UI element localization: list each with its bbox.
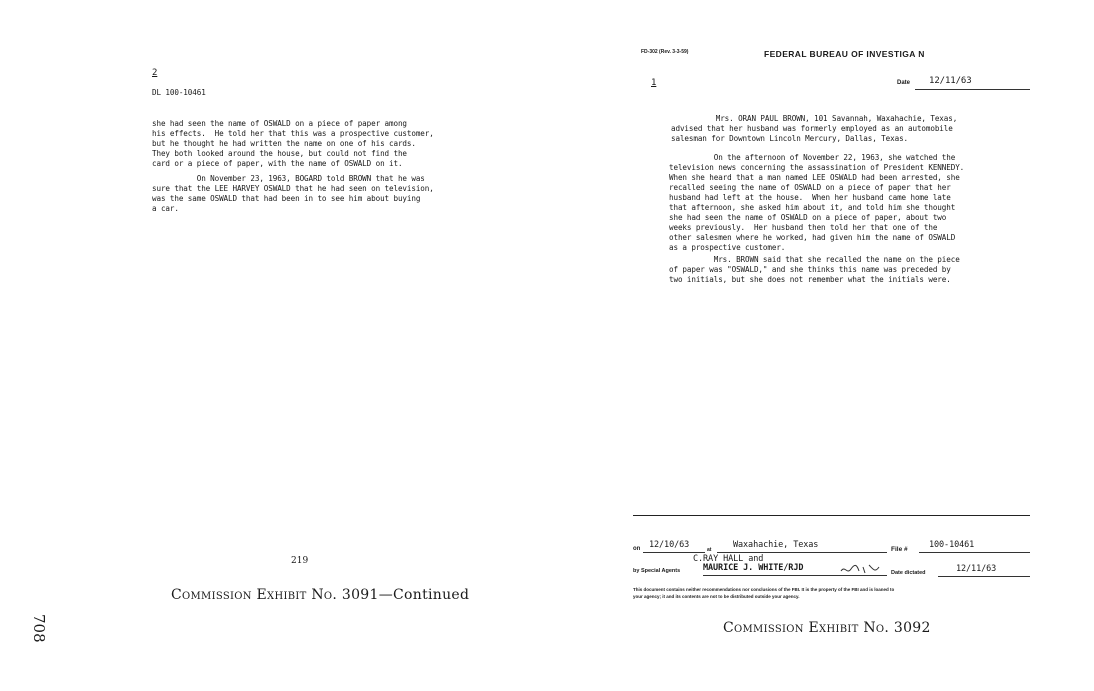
agents-value: MAURICE J. WHITE/RJD <box>703 563 804 573</box>
agents-label: by Special Agents <box>633 568 681 574</box>
right-exhibit-caption <box>723 620 931 636</box>
on-value: 12/10/63 <box>649 540 690 550</box>
date-label: Date <box>897 80 911 86</box>
text-line: two initials, but she does not remember what the initials were. <box>669 275 951 284</box>
agency-header: FEDERAL BUREAU OF INVESTIGA N <box>764 49 925 59</box>
left-exhibit-caption <box>171 587 469 603</box>
text-line: as a prospective customer. <box>669 243 786 252</box>
text-line: other salesmen where he worked, had given him the name of OSWALD <box>669 233 956 242</box>
exhibit-caption-number: 3092 <box>893 620 931 636</box>
file-field <box>919 540 1030 553</box>
on-field <box>643 540 705 553</box>
footer-divider <box>633 515 1030 516</box>
disclaimer-line-1: This document contains neither recommendations nor conclusions of the FBI. It is the property of the FBI and is loaned to <box>633 587 895 592</box>
at-field <box>717 540 887 553</box>
at-label: at <box>707 547 712 553</box>
date-field <box>915 76 1030 90</box>
left-paragraph-2 <box>152 174 434 214</box>
text-line: salesman for Downtown Lincoln Mercury, Dallas, Texas. <box>671 134 909 143</box>
text-line: of paper was "OSWALD," and she thinks this name was preceded by <box>669 265 951 274</box>
at-value: Waxahachie, Texas <box>733 540 819 550</box>
text-line: she had seen the name of OSWALD on a piece of paper among <box>152 119 407 128</box>
handwritten-initials-icon <box>839 561 887 577</box>
text-line: his effects. He told her that this was a prospective customer, <box>152 129 434 138</box>
exhibit-caption-number: 3091—Continued <box>341 587 470 603</box>
date-value: 12/11/63 <box>929 76 972 86</box>
text-line: husband had left at the house. When her husband came home late <box>669 193 951 202</box>
text-line: card or a piece of paper, with the name of OSWALD on it. <box>152 159 403 168</box>
text-line: recalled seeing the name of OSWALD on a piece of paper that her <box>669 183 951 192</box>
right-page-marker: 1 <box>651 78 657 88</box>
left-paragraph-1 <box>152 119 434 169</box>
date-dictated-label: Date dictated <box>891 570 926 576</box>
agents-field <box>703 563 887 576</box>
text-line: Mrs. BROWN said that she recalled the name on the piece <box>669 255 960 264</box>
text-line: When she heard that a man named LEE OSWALD had been arrested, she <box>669 173 960 182</box>
left-file-reference: DL 100-10461 <box>152 88 206 97</box>
text-line: but he thought he had written the name on one of his cards. <box>152 139 416 148</box>
text-line: she had seen the name of OSWALD on a piece of paper, about two <box>669 213 947 222</box>
text-line: sure that the LEE HARVEY OSWALD that he had seen on television, <box>152 184 434 193</box>
text-line: advised that her husband was formerly employed as an automobile <box>671 124 953 133</box>
exhibit-caption-prefix: Commission Exhibit No. <box>723 620 894 636</box>
date-dictated-field <box>938 563 1030 577</box>
disclaimer-line-2: your agency; it and its contents are not to be distributed outside your agency. <box>633 594 800 599</box>
exhibit-caption-prefix: Commission Exhibit No. <box>171 587 342 603</box>
right-paragraph-3 <box>669 255 960 285</box>
text-line: On the afternoon of November 22, 1963, she watched the <box>669 153 956 162</box>
file-label: File # <box>891 546 908 553</box>
text-line: a car. <box>152 204 179 213</box>
text-line: On November 23, 1963, BOGARD told BROWN that he was <box>152 174 425 183</box>
text-line: Mrs. ORAN PAUL BROWN, 101 Savannah, Waxahachie, Texas, <box>671 114 958 123</box>
volume-page-number: 708 <box>30 614 48 643</box>
text-line: They both looked around the house, but could not find the <box>152 149 407 158</box>
form-code: FD-302 (Rev. 3-3-59) <box>641 49 689 55</box>
left-page-number: 219 <box>291 556 309 566</box>
text-line: television news concerning the assassination of President KENNEDY. <box>669 163 965 172</box>
agents-line-1: C.RAY HALL and <box>693 554 764 564</box>
on-label: on <box>633 546 641 552</box>
text-line: weeks previously. Her husband then told her that one of the <box>669 223 938 232</box>
text-line: was the same OSWALD that had been in to see him about buying <box>152 194 421 203</box>
right-paragraph-1 <box>671 114 957 144</box>
date-dictated-value: 12/11/63 <box>956 564 997 574</box>
text-line: that afternoon, she asked him about it, and told him she thought <box>669 203 956 212</box>
right-paragraph-2 <box>669 153 964 253</box>
left-page-marker: 2 <box>152 68 158 78</box>
file-value: 100-10461 <box>929 540 975 550</box>
